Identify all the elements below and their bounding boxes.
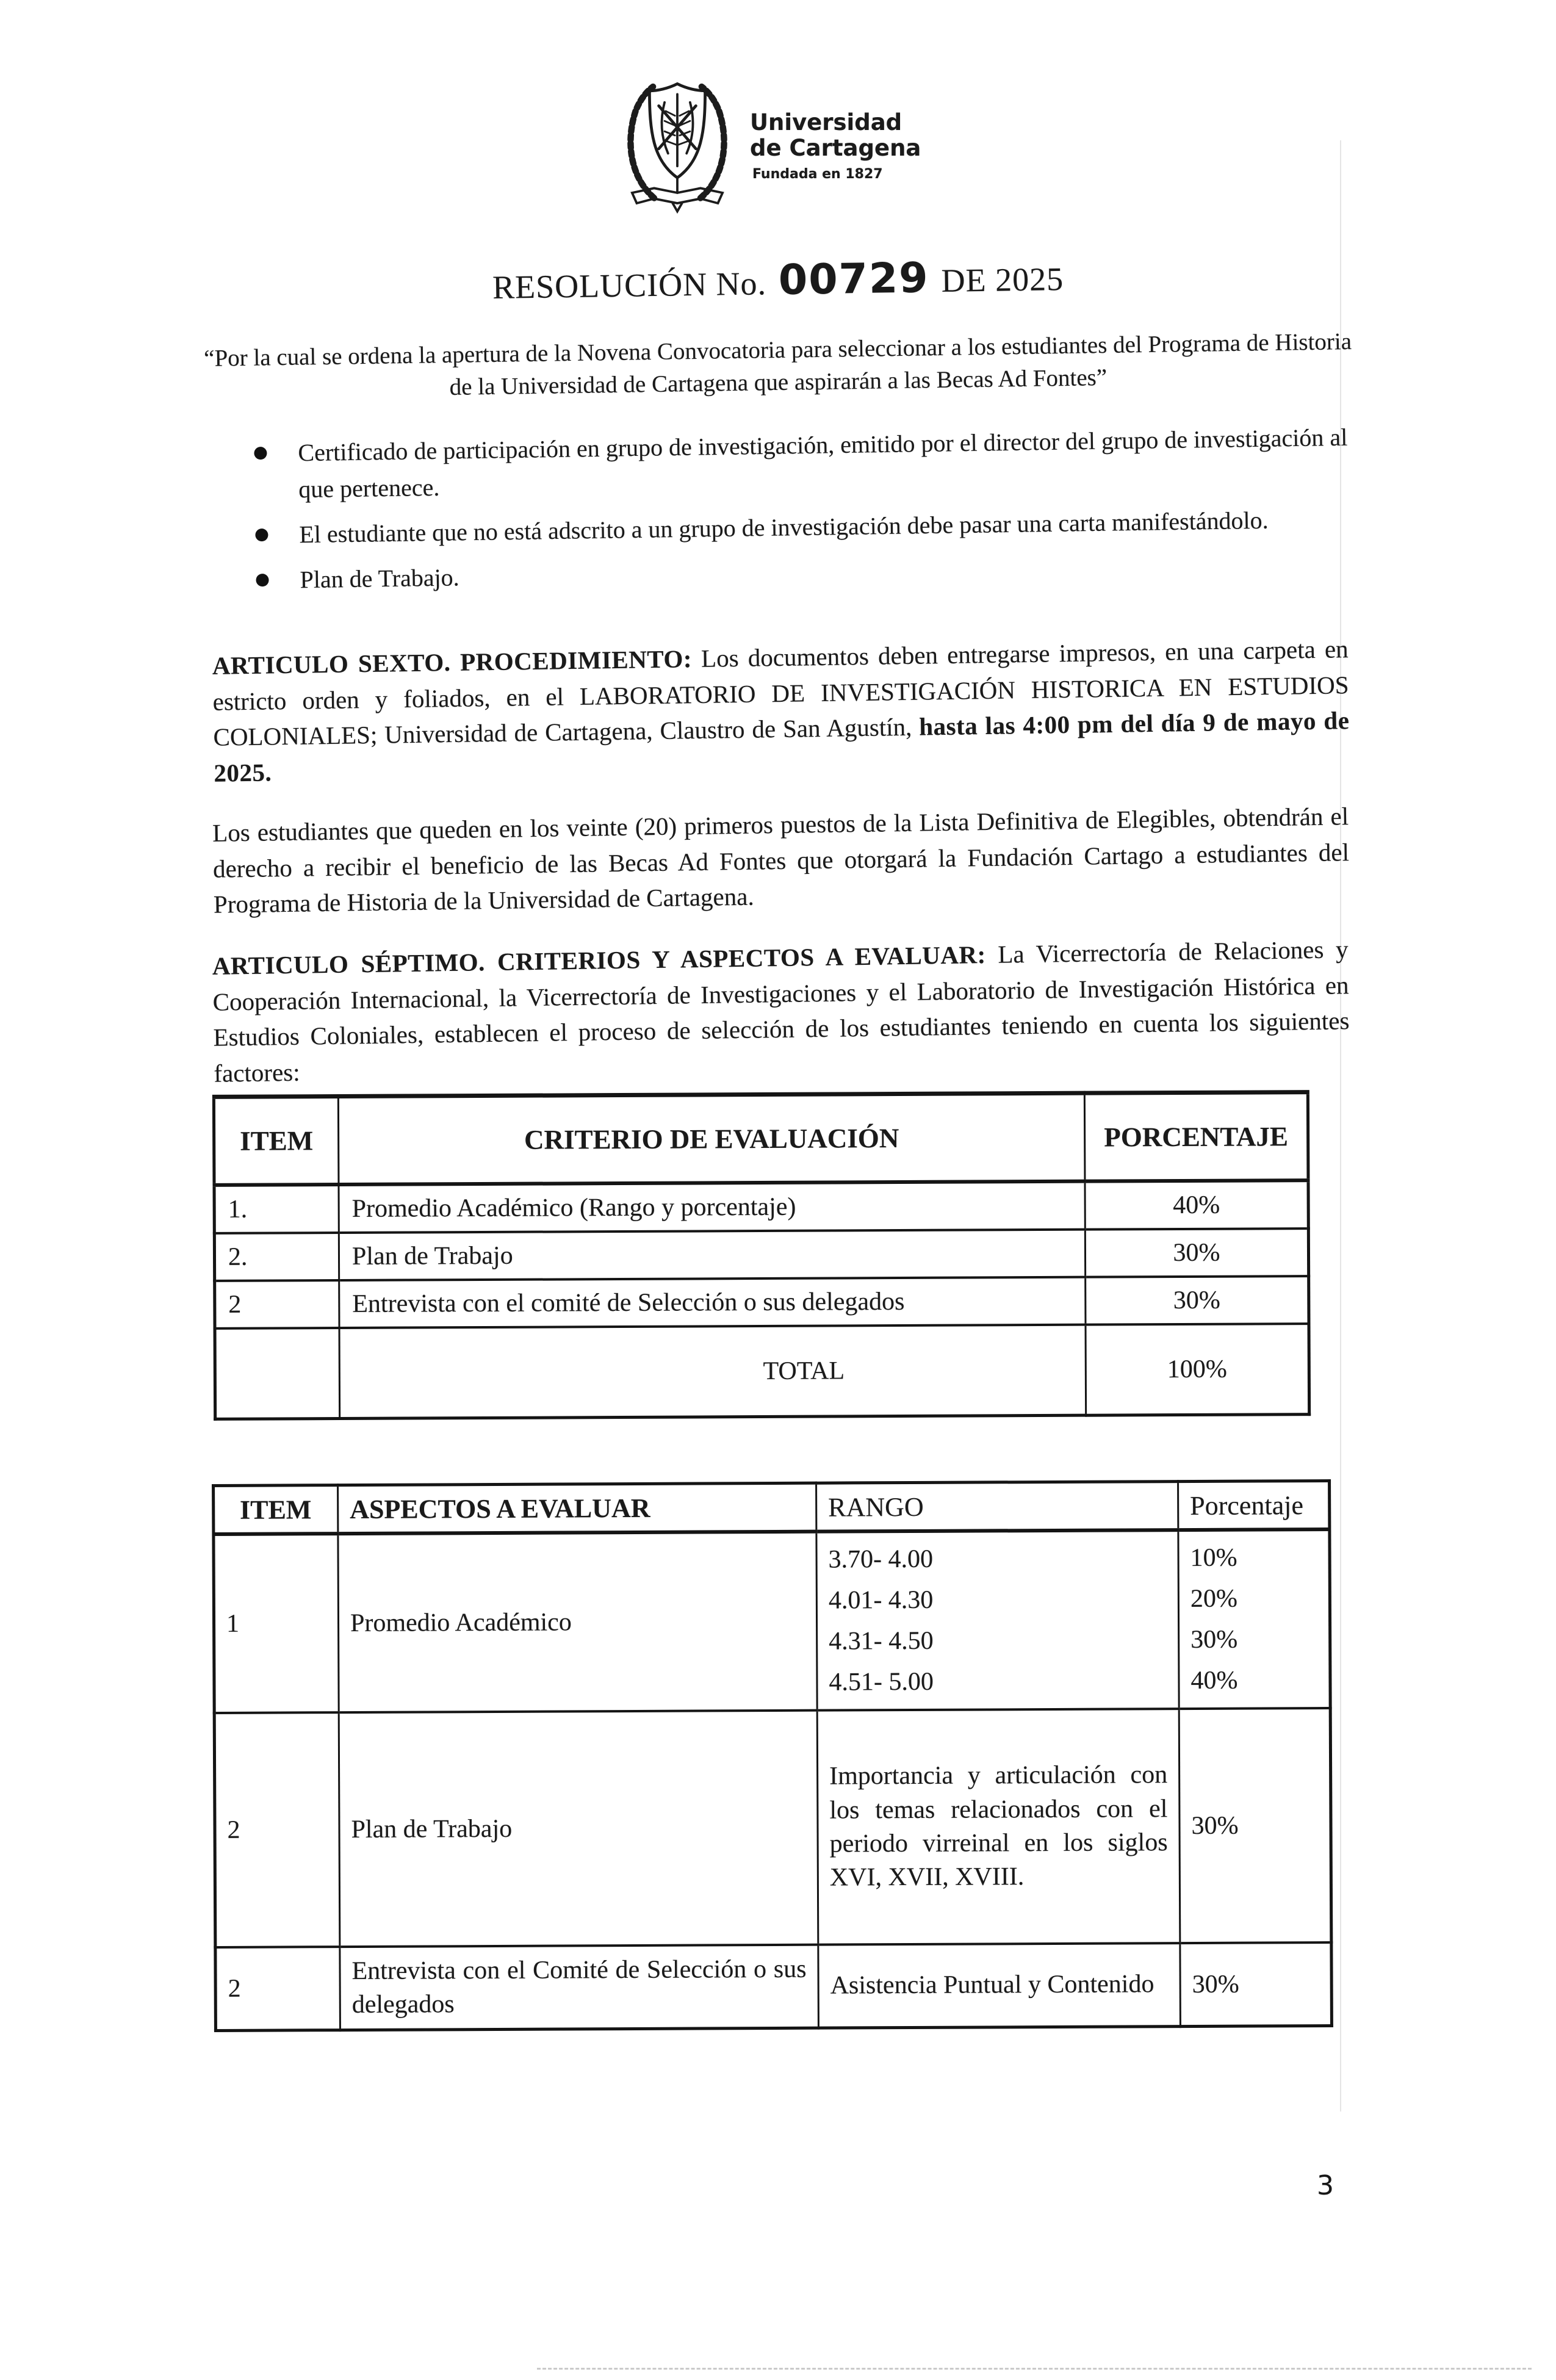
aspects-row2-aspecto: Plan de Trabajo: [339, 1711, 818, 1947]
range-value: 4.01- 4.30: [828, 1585, 934, 1615]
criteria-row2-item: 2.: [214, 1233, 339, 1281]
aspects-table-container: [212, 1479, 1333, 2032]
article-septimo-heading: ARTICULO SÉPTIMO. CRITERIOS Y ASPECTOS A EVALUAR:: [212, 940, 987, 980]
criteria-row1-criterio: Promedio Académico (Rango y porcentaje): [339, 1181, 1085, 1233]
criteria-total-row: [215, 1324, 1309, 1419]
article-sexto-heading: ARTICULO SEXTO. PROCEDIMIENTO:: [212, 644, 693, 680]
aspects-header-rango: RANGO: [816, 1482, 1178, 1532]
aspects-header-porcentaje: Porcentaje: [1178, 1481, 1330, 1531]
aspects-header-item: ITEM: [214, 1485, 338, 1534]
requirements-bullet-list: [254, 419, 1350, 608]
percent-value: 10%: [1190, 1543, 1237, 1573]
table-row: [214, 1529, 1330, 1713]
table-row: [215, 1276, 1309, 1329]
resolution-title: [0, 245, 1556, 316]
aspects-table-header-row: [214, 1481, 1330, 1534]
aspects-row1-percents: [1178, 1529, 1330, 1709]
table-row: [214, 1180, 1308, 1233]
table-row: [214, 1228, 1308, 1281]
university-logo-text: [750, 110, 921, 182]
range-value: 3.70- 4.00: [828, 1545, 934, 1574]
aspects-row2-porcentaje: 30%: [1179, 1708, 1331, 1943]
article-sexto-paragraph: [212, 631, 1350, 791]
criteria-table-container: [212, 1090, 1311, 1421]
scan-artifact-dashed-line: [537, 2368, 1532, 2370]
article-septimo-body: La Vicerrectoría de Relaciones y Cooperación Internacional, la Vicerrectoría de Investigaciones y el Laboratorio de Investigación Histórica en Estudios Coloniales, establecen el proceso de selección de los estudiantes teniendo en cuenta los siguientes factores:: [212, 935, 1350, 1087]
criteria-row3-porcentaje: 30%: [1086, 1276, 1309, 1325]
percent-value: 30%: [1190, 1625, 1238, 1654]
elegibles-paragraph: Los estudiantes que queden en los veinte (20) primeros puestos de la Lista Definitiva de Elegibles, obtendrán el derecho a recibir el beneficio de las Becas Ad Fontes que otorgará la Fundación Cartago a estudiantes del Programa de Historia de la Universidad de Cartagena.: [212, 802, 1350, 919]
list-item: [255, 501, 1349, 554]
university-name-line1: Universidad: [750, 109, 902, 136]
percent-value: 20%: [1190, 1584, 1237, 1614]
range-value: 4.31- 4.50: [829, 1626, 934, 1656]
aspects-row3-rango: Asistencia Puntual y Contenido: [818, 1943, 1181, 2028]
range-value: 4.51- 5.00: [829, 1667, 934, 1697]
criteria-table: [212, 1090, 1311, 1421]
aspects-table: [212, 1479, 1333, 2032]
aspects-row3-porcentaje: 30%: [1180, 1942, 1332, 2027]
article-sexto-body: Los documentos deben entregarse impresos, en una carpeta en estricto orden y foliados, en el LABORATORIO DE INVESTIGACIÓN HISTORICA EN ESTUDIOS COLONIALES; Universidad de Cartagena, Claustro de San Agustín,: [212, 635, 1349, 752]
list-item: [256, 546, 1350, 599]
bullet-icon: [256, 561, 300, 599]
criteria-header-criterio: CRITERIO DE EVALUACIÓN: [338, 1093, 1085, 1185]
aspects-row1-ranges: [816, 1530, 1179, 1711]
criteria-row1-porcentaje: 40%: [1085, 1180, 1308, 1230]
university-tagline: Fundada en 1827: [752, 166, 883, 182]
article-septimo-paragraph: [212, 931, 1350, 1091]
resolution-number: 00729: [778, 254, 930, 305]
resolution-title-suffix: DE 2025: [941, 261, 1064, 300]
criteria-total-label: TOTAL: [339, 1325, 1086, 1419]
resolution-title-prefix: RESOLUCIÓN No.: [492, 265, 767, 306]
criteria-header-porcentaje: PORCENTAJE: [1084, 1092, 1308, 1181]
criteria-row2-porcentaje: 30%: [1085, 1228, 1308, 1277]
aspects-row3-item: 2: [215, 1947, 340, 2030]
aspects-row1-item: 1: [214, 1534, 339, 1713]
criteria-table-header-row: [214, 1092, 1308, 1185]
criteria-row2-criterio: Plan de Trabajo: [339, 1230, 1085, 1280]
university-name-line2: de Cartagena: [750, 134, 921, 161]
aspects-row1-aspecto: Promedio Académico: [338, 1532, 817, 1712]
resolution-subtitle: “Por la cual se ordena la apertura de la Novena Convocatoria para seleccionar a los estudiantes del Programa de Historia de la Universidad de Cartagena que aspirarán a las Becas Ad Fontes”: [203, 328, 1352, 400]
bullet-text: Certificado de participación en grupo de investigación, emitido por el director del grupo de investigación al que pertenece.: [298, 423, 1348, 503]
criteria-total-empty-cell: [215, 1328, 340, 1419]
bullet-icon: [254, 435, 299, 508]
criteria-total-value: 100%: [1086, 1324, 1309, 1415]
page-number: 3: [1317, 2170, 1334, 2201]
aspects-row2-item: 2: [214, 1712, 340, 1947]
aspects-header-aspectos: ASPECTOS A EVALUAR: [338, 1483, 816, 1534]
bullet-text: El estudiante que no está adscrito a un grupo de investigación debe pasar una carta manifestándolo.: [299, 506, 1269, 549]
university-logo: [619, 78, 921, 214]
university-crest-icon: [619, 78, 735, 214]
criteria-row3-criterio: Entrevista con el comité de Selección o sus delegados: [339, 1277, 1086, 1328]
criteria-row1-item: 1.: [214, 1185, 339, 1233]
table-row: [215, 1942, 1332, 2030]
criteria-row3-item: 2: [215, 1280, 339, 1329]
percent-value: 40%: [1190, 1666, 1238, 1695]
criteria-header-item: ITEM: [214, 1097, 339, 1185]
article-sexto-deadline: hasta las 4:00 pm del día 9 de mayo de 2025.: [214, 706, 1350, 787]
aspects-row3-aspecto: Entrevista con el Comité de Selección o sus delegados: [340, 1945, 819, 2030]
bullet-text: Plan de Trabajo.: [300, 563, 459, 594]
table-row: [214, 1708, 1331, 1947]
aspects-row2-rango: Importancia y articulación con los temas relacionados con el periodo virreinal en los siglos XVI, XVII, XVIII.: [817, 1709, 1180, 1945]
list-item: [254, 419, 1349, 509]
bullet-icon: [255, 516, 300, 554]
